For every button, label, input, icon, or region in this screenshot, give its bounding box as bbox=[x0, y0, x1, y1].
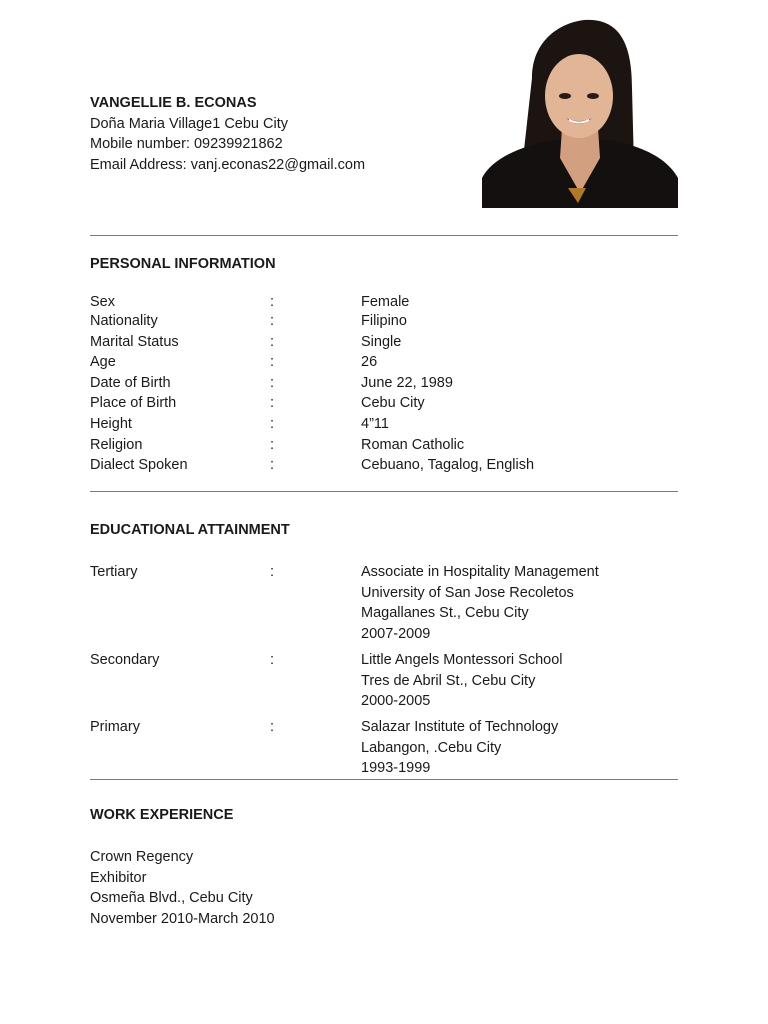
education-details bbox=[361, 562, 599, 644]
personal-row bbox=[90, 373, 678, 394]
portrait-image bbox=[482, 18, 678, 208]
work-position: Exhibitor bbox=[90, 869, 147, 886]
separator: : bbox=[270, 436, 275, 453]
personal-info-heading: PERSONAL INFORMATION bbox=[90, 256, 276, 272]
field-value: Roman Catholic bbox=[361, 436, 465, 453]
field-value: 4”11 bbox=[361, 415, 389, 432]
separator: : bbox=[270, 564, 275, 580]
education-heading: EDUCATIONAL ATTAINMENT bbox=[90, 522, 290, 538]
personal-row bbox=[90, 393, 678, 414]
separator: : bbox=[270, 395, 275, 412]
personal-row bbox=[90, 292, 678, 313]
work-entry bbox=[90, 847, 275, 929]
school-program: Associate in Hospitality Management bbox=[361, 564, 599, 580]
school-address: Labangon, .Cebu City bbox=[361, 739, 502, 756]
personal-row bbox=[90, 313, 678, 332]
divider-2 bbox=[90, 491, 678, 492]
field-value: Cebu City bbox=[361, 395, 425, 412]
personal-row bbox=[90, 352, 678, 373]
field-label: Place of Birth bbox=[90, 395, 177, 412]
school-years: 2000-2005 bbox=[361, 693, 431, 710]
work-period: November 2010-March 2010 bbox=[90, 910, 275, 927]
school-name: Little Angels Montessori School bbox=[361, 652, 563, 668]
personal-row bbox=[90, 332, 678, 353]
field-label: Marital Status bbox=[90, 333, 179, 350]
separator: : bbox=[270, 333, 275, 350]
school-name: Salazar Institute of Technology bbox=[361, 719, 559, 735]
personal-row bbox=[90, 455, 678, 476]
education-level: Tertiary bbox=[90, 564, 138, 580]
divider-3 bbox=[90, 779, 678, 780]
field-value: 26 bbox=[361, 354, 378, 371]
field-value: Filipino bbox=[361, 312, 407, 329]
work-address: Osmeña Blvd., Cebu City bbox=[90, 890, 253, 906]
personal-row bbox=[90, 414, 678, 435]
applicant-address: Doña Maria Village1 Cebu City bbox=[90, 115, 289, 132]
school-years: 1993-1999 bbox=[361, 760, 431, 777]
separator: : bbox=[270, 415, 275, 432]
applicant-name: VANGELLIE B. ECONAS bbox=[90, 95, 257, 111]
education-level: Secondary bbox=[90, 652, 160, 668]
school-address: Magallanes St., Cebu City bbox=[361, 605, 529, 622]
field-label: Nationality bbox=[90, 312, 158, 329]
field-label: Dialect Spoken bbox=[90, 457, 188, 474]
education-level: Primary bbox=[90, 719, 140, 735]
field-value: Female bbox=[361, 294, 410, 310]
field-label: Sex bbox=[90, 294, 115, 310]
separator: : bbox=[270, 354, 275, 371]
contact-header bbox=[90, 93, 365, 176]
separator: : bbox=[270, 294, 275, 310]
separator: : bbox=[270, 719, 275, 735]
education-details bbox=[361, 650, 563, 712]
separator: : bbox=[270, 312, 275, 329]
work-company: Crown Regency bbox=[90, 849, 194, 865]
applicant-mobile: Mobile number: 09239921862 bbox=[90, 136, 283, 153]
field-label: Height bbox=[90, 415, 132, 432]
separator: : bbox=[270, 652, 275, 668]
personal-info-table bbox=[90, 292, 678, 476]
applicant-photo bbox=[482, 18, 678, 208]
field-label: Date of Birth bbox=[90, 374, 171, 391]
field-value: Single bbox=[361, 333, 402, 350]
field-label: Age bbox=[90, 354, 116, 371]
school-address: Tres de Abril St., Cebu City bbox=[361, 672, 536, 689]
separator: : bbox=[270, 374, 275, 391]
school-years: 2007-2009 bbox=[361, 625, 431, 642]
applicant-email: Email Address: vanj.econas22@gmail.com bbox=[90, 157, 366, 174]
school-name: University of San Jose Recoletos bbox=[361, 584, 574, 601]
divider-1 bbox=[90, 235, 678, 236]
education-details bbox=[361, 717, 558, 779]
field-value: June 22, 1989 bbox=[361, 374, 453, 391]
field-label: Religion bbox=[90, 436, 143, 453]
field-value: Cebuano, Tagalog, English bbox=[361, 457, 535, 474]
work-heading: WORK EXPERIENCE bbox=[90, 807, 234, 823]
personal-row bbox=[90, 435, 678, 456]
separator: : bbox=[270, 457, 275, 474]
